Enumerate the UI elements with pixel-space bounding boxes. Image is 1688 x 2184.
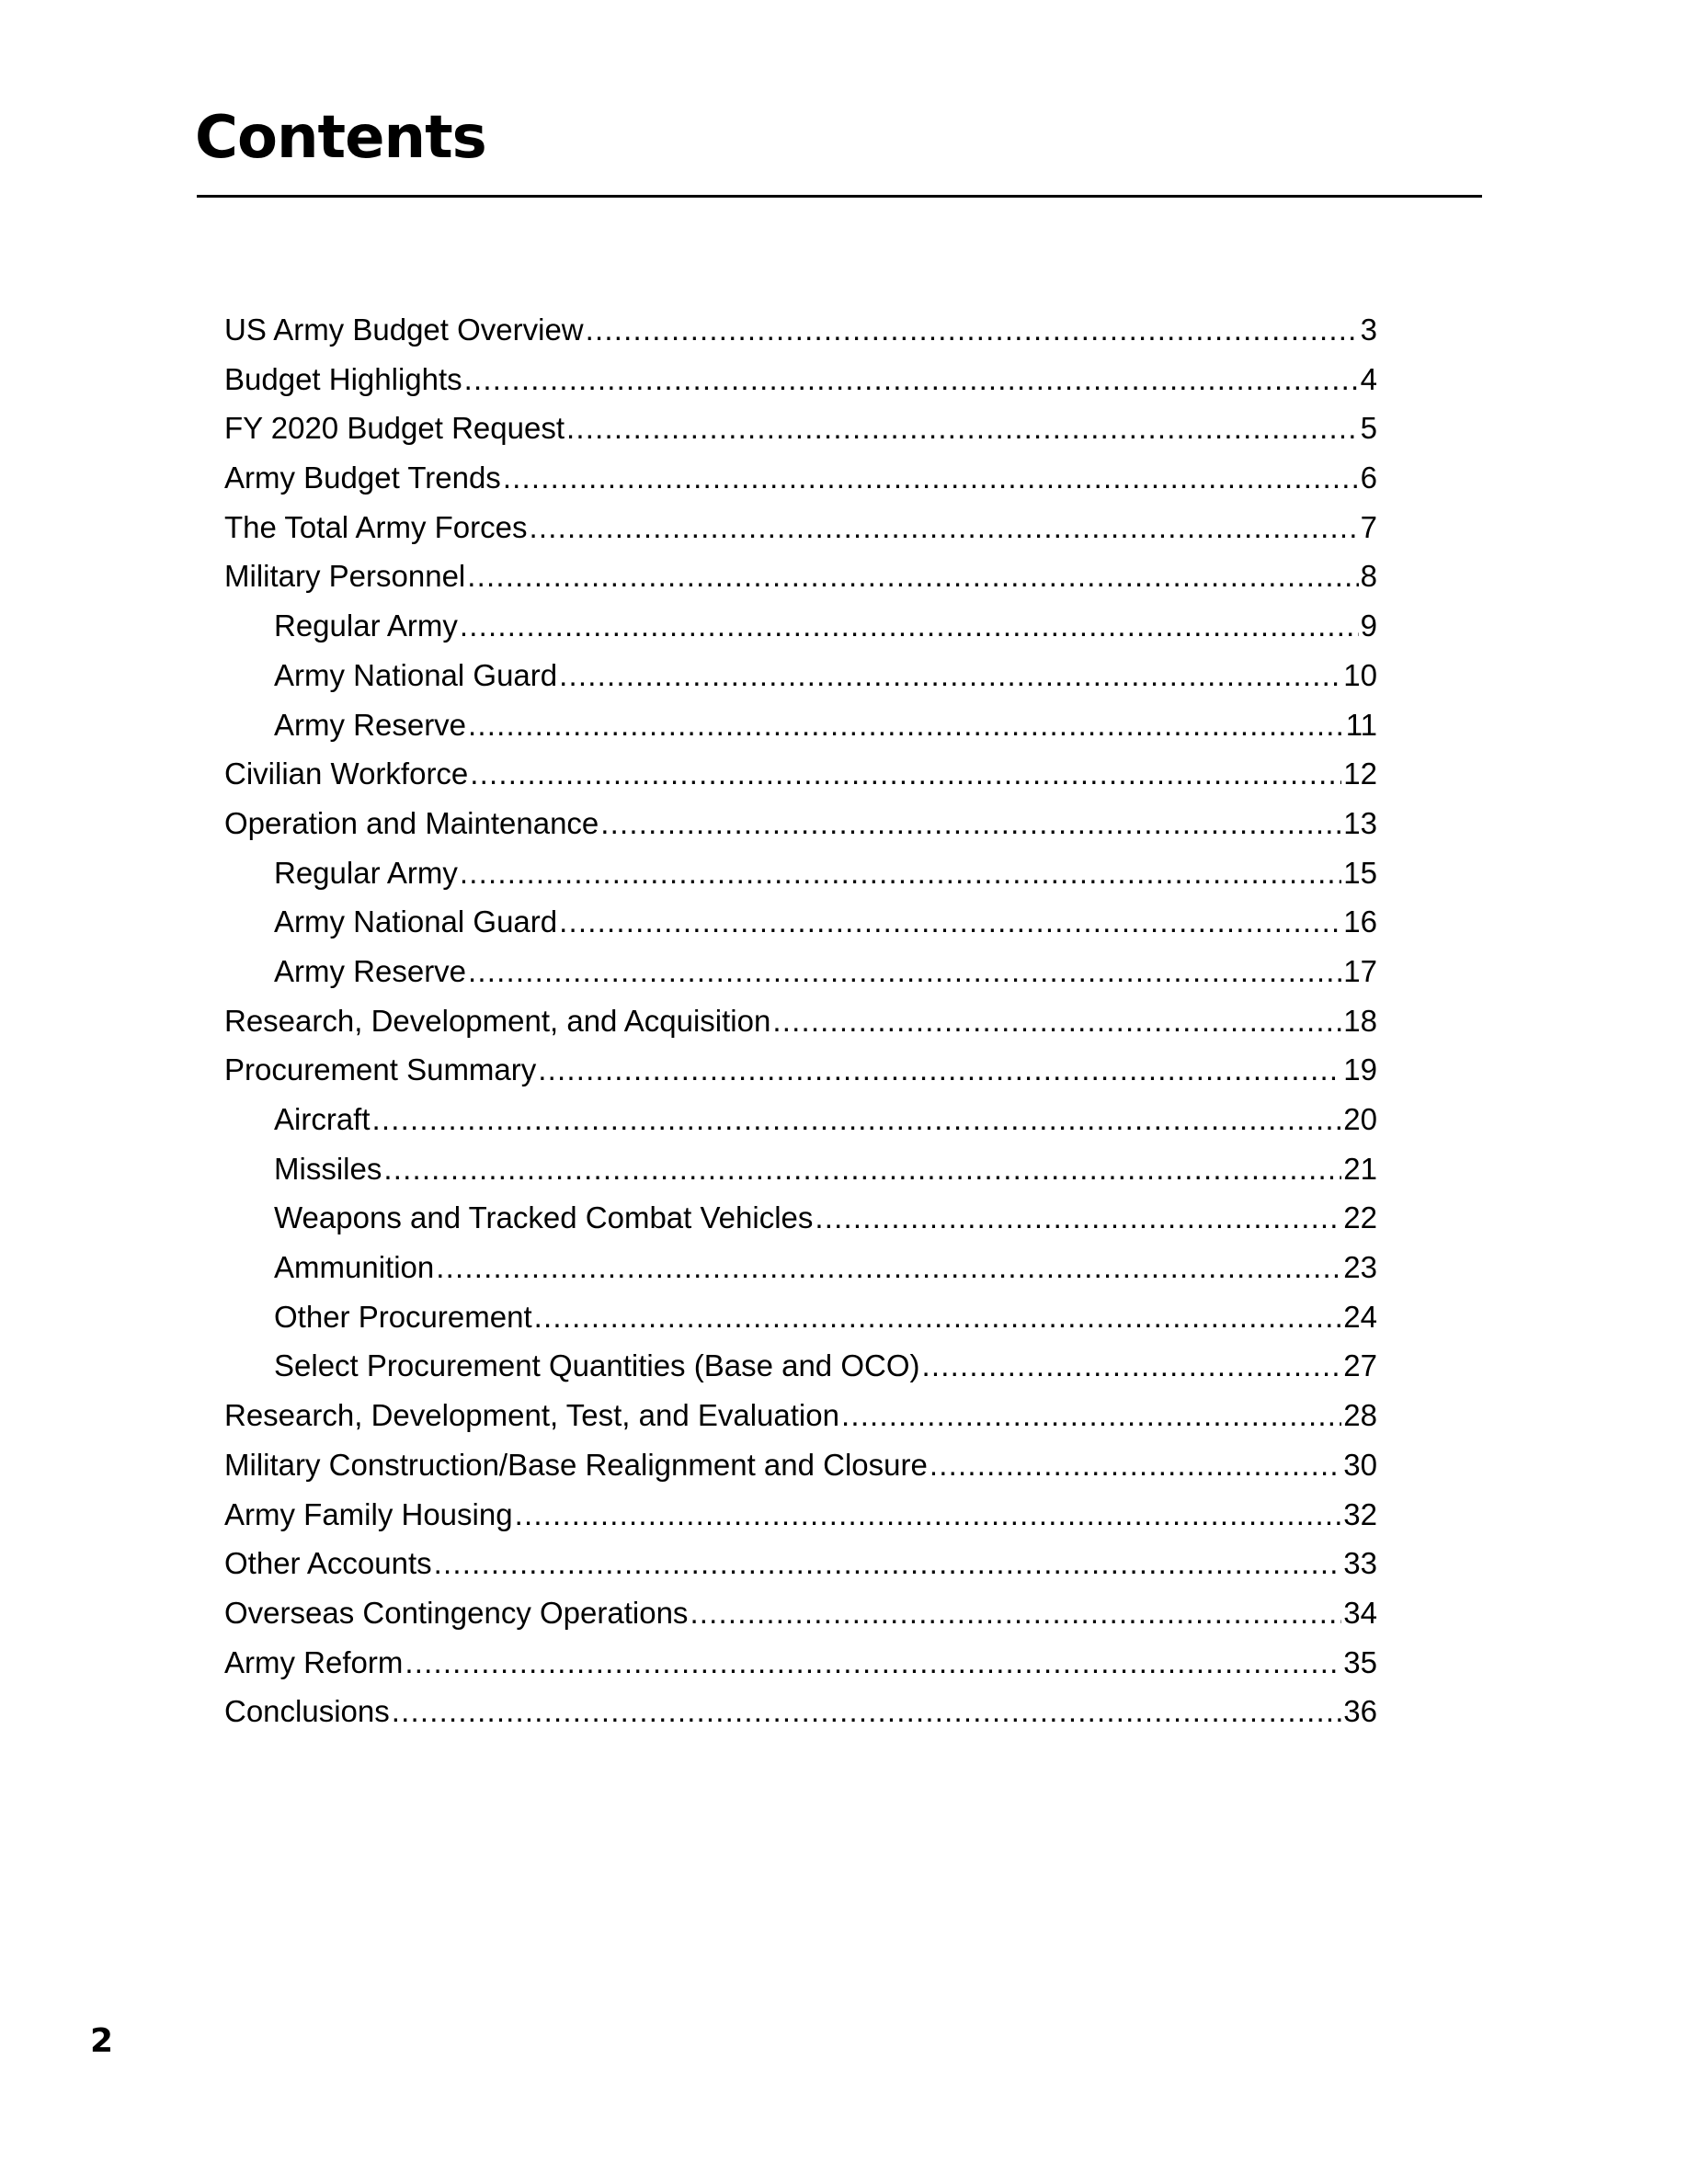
toc-entry-label: Military Personnel — [224, 559, 466, 594]
dot-leader — [460, 848, 1341, 898]
toc-entry-label: US Army Budget Overview — [224, 313, 584, 347]
dot-leader — [372, 1095, 1342, 1144]
toc-entry-page-number: 12 — [1343, 756, 1377, 791]
toc-entry[interactable] — [224, 1243, 1377, 1292]
toc-entry-page-number: 30 — [1343, 1447, 1377, 1482]
toc-entry-label: Select Procurement Quantities (Base and OCO) — [274, 1348, 920, 1383]
dot-leader — [468, 700, 1344, 750]
toc-entry-page-number: 19 — [1343, 1052, 1377, 1087]
toc-entry[interactable] — [224, 1391, 1377, 1440]
toc-entry[interactable] — [224, 355, 1377, 404]
toc-entry-label: Budget Highlights — [224, 361, 462, 396]
dot-leader — [405, 1638, 1341, 1688]
dot-leader — [815, 1193, 1341, 1243]
toc-entry-page-number: 3 — [1360, 313, 1377, 347]
toc-entry-page-number: 36 — [1343, 1694, 1377, 1729]
toc-entry-page-number: 22 — [1343, 1200, 1377, 1235]
toc-entry-page-number: 16 — [1343, 904, 1377, 939]
toc-entry-label: FY 2020 Budget Request — [224, 411, 565, 446]
toc-entry-page-number: 21 — [1343, 1151, 1377, 1186]
dot-leader — [468, 947, 1341, 996]
toc-entry[interactable] — [224, 947, 1377, 996]
toc-entry-label: Army Reserve — [274, 707, 467, 742]
toc-entry[interactable] — [224, 503, 1377, 552]
toc-entry-label: Civilian Workforce — [224, 756, 469, 791]
dot-leader — [921, 1341, 1341, 1391]
dot-leader — [392, 1687, 1342, 1736]
toc-entry-label: Ammunition — [274, 1250, 435, 1285]
toc-entry[interactable] — [224, 453, 1377, 503]
dot-leader — [436, 1243, 1341, 1292]
toc-entry[interactable] — [224, 897, 1377, 947]
toc-entry-label: Conclusions — [224, 1694, 390, 1729]
toc-entry[interactable] — [224, 1292, 1377, 1342]
toc-entry-label: Overseas Contingency Operations — [224, 1595, 689, 1630]
toc-entry[interactable] — [224, 305, 1377, 355]
dot-leader — [586, 305, 1359, 355]
toc-entry-label: The Total Army Forces — [224, 509, 528, 544]
toc-entry-label: Regular Army — [274, 609, 458, 643]
dot-leader — [530, 503, 1359, 552]
toc-entry[interactable] — [224, 749, 1377, 799]
toc-entry-page-number: 27 — [1343, 1348, 1377, 1383]
toc-entry-page-number: 6 — [1360, 461, 1377, 495]
dot-leader — [559, 897, 1341, 947]
toc-entry-label: Army Budget Trends — [224, 461, 501, 495]
toc-entry-page-number: 35 — [1343, 1644, 1377, 1679]
toc-entry-page-number: 13 — [1343, 805, 1377, 840]
toc-entry-page-number: 17 — [1343, 953, 1377, 988]
toc-entry-label: Army Reserve — [274, 953, 467, 988]
dot-leader — [383, 1144, 1341, 1194]
toc-entry[interactable] — [224, 1095, 1377, 1144]
toc-entry[interactable] — [224, 552, 1377, 601]
toc-entry[interactable] — [224, 1638, 1377, 1688]
dot-leader — [434, 1539, 1342, 1588]
toc-entry-label: Military Construction/Base Realignment and Closure — [224, 1447, 928, 1482]
toc-entry[interactable] — [224, 996, 1377, 1046]
toc-entry-label: Army National Guard — [274, 657, 558, 692]
dot-leader — [534, 1292, 1342, 1342]
dot-leader — [538, 1045, 1341, 1095]
dot-leader — [690, 1588, 1341, 1638]
toc-entry[interactable] — [224, 848, 1377, 898]
toc-entry[interactable] — [224, 700, 1377, 750]
page-title: Contents — [195, 104, 486, 172]
dot-leader — [930, 1440, 1341, 1490]
toc-entry[interactable] — [224, 1687, 1377, 1736]
dot-leader — [559, 651, 1341, 700]
table-of-contents — [224, 305, 1377, 1736]
toc-entry-label: Other Procurement — [274, 1299, 532, 1334]
toc-entry-label: Operation and Maintenance — [224, 805, 599, 840]
dot-leader — [841, 1391, 1341, 1440]
toc-entry-page-number: 18 — [1343, 1003, 1377, 1038]
toc-entry-page-number: 15 — [1343, 855, 1377, 890]
toc-entry[interactable] — [224, 1490, 1377, 1540]
toc-entry[interactable] — [224, 651, 1377, 700]
toc-entry-label: Missiles — [274, 1151, 382, 1186]
toc-entry[interactable] — [224, 1341, 1377, 1391]
dot-leader — [460, 601, 1359, 651]
toc-entry-page-number: 24 — [1343, 1299, 1377, 1334]
dot-leader — [515, 1490, 1342, 1540]
toc-entry-page-number: 10 — [1343, 657, 1377, 692]
toc-entry-label: Research, Development, Test, and Evaluation — [224, 1398, 839, 1433]
toc-entry-label: Army Family Housing — [224, 1496, 513, 1531]
toc-entry-label: Weapons and Tracked Combat Vehicles — [274, 1200, 814, 1235]
toc-entry-page-number: 32 — [1343, 1496, 1377, 1531]
toc-entry-label: Army National Guard — [274, 904, 558, 939]
toc-entry-label: Regular Army — [274, 855, 458, 890]
dot-leader — [467, 552, 1358, 601]
dot-leader — [464, 355, 1359, 404]
toc-entry-page-number: 28 — [1343, 1398, 1377, 1433]
toc-entry[interactable] — [224, 799, 1377, 848]
toc-entry-page-number: 9 — [1360, 609, 1377, 643]
toc-entry-label: Research, Development, and Acquisition — [224, 1003, 771, 1038]
toc-entry[interactable] — [224, 1588, 1377, 1638]
title-divider — [197, 195, 1482, 198]
toc-entry[interactable] — [224, 1440, 1377, 1490]
toc-entry-page-number: 33 — [1343, 1546, 1377, 1581]
toc-entry-page-number: 4 — [1360, 361, 1377, 396]
toc-entry-page-number: 23 — [1343, 1250, 1377, 1285]
toc-entry[interactable] — [224, 601, 1377, 651]
toc-entry-page-number: 8 — [1360, 559, 1377, 594]
toc-entry[interactable] — [224, 1144, 1377, 1194]
toc-entry[interactable] — [224, 1193, 1377, 1243]
toc-entry-page-number: 5 — [1360, 411, 1377, 446]
toc-entry-page-number: 34 — [1343, 1595, 1377, 1630]
toc-entry[interactable] — [224, 404, 1377, 453]
toc-entry-page-number: 11 — [1345, 707, 1377, 742]
dot-leader — [470, 749, 1341, 799]
toc-entry-label: Army Reform — [224, 1644, 404, 1679]
dot-leader — [566, 404, 1359, 453]
page-number: 2 — [90, 2022, 114, 2060]
toc-entry-label: Aircraft — [274, 1102, 371, 1136]
dot-leader — [772, 996, 1341, 1046]
toc-entry-page-number: 20 — [1343, 1102, 1377, 1136]
toc-entry-page-number: 7 — [1360, 509, 1377, 544]
toc-entry-label: Procurement Summary — [224, 1052, 537, 1087]
toc-entry-label: Other Accounts — [224, 1546, 432, 1581]
dot-leader — [503, 453, 1359, 503]
toc-entry[interactable] — [224, 1045, 1377, 1095]
toc-entry[interactable] — [224, 1539, 1377, 1588]
dot-leader — [600, 799, 1341, 848]
